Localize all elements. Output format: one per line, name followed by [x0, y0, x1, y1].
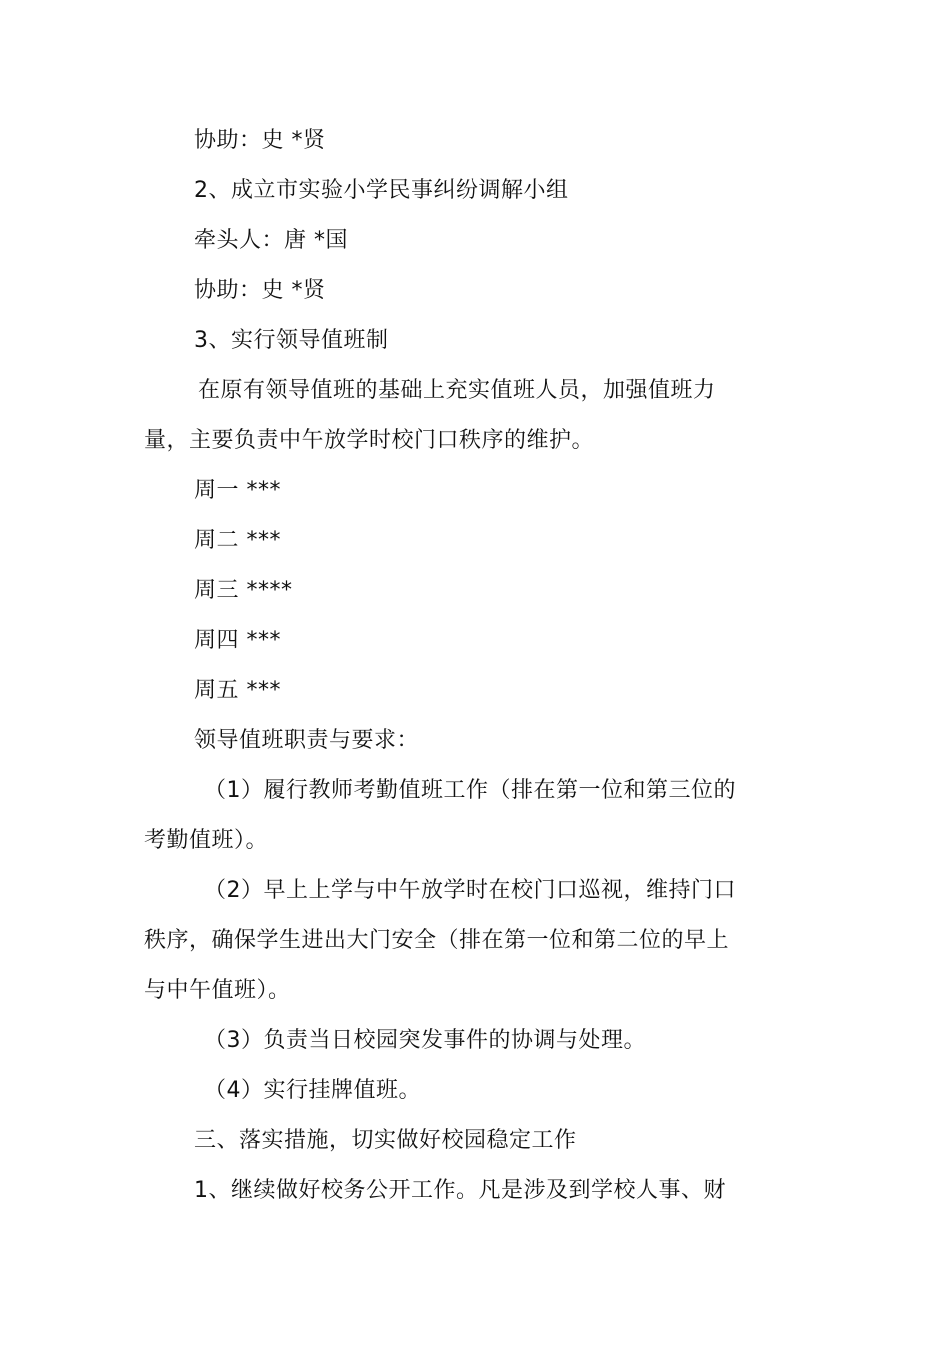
requirement-2: （2）早上上学与中午放学时在校门口巡视，维持门口: [204, 878, 736, 903]
duty-friday: 周五 ***: [194, 678, 281, 703]
requirement-1-cont: 考勤值班）。: [144, 828, 269, 853]
requirement-3: （3）负责当日校园突发事件的协调与处理。: [204, 1028, 646, 1053]
paragraph-line: 在原有领导值班的基础上充实值班人员，加强值班力: [198, 378, 716, 403]
section-heading-three: 三、落实措施，切实做好校园稳定工作: [194, 1128, 577, 1153]
assist-line-1: 协助：史 *贤: [194, 128, 326, 153]
section-heading-2: 2、成立市实验小学民事纠纷调解小组: [194, 178, 569, 203]
leader-line: 牵头人：唐 *国: [194, 228, 348, 253]
requirement-4: （4）实行挂牌值班。: [204, 1078, 421, 1103]
duty-requirements-heading: 领导值班职责与要求：: [194, 728, 420, 753]
paragraph-line: 量，主要负责中午放学时校门口秩序的维护。: [144, 428, 595, 453]
duty-tuesday: 周二 ***: [194, 528, 281, 553]
requirement-2-cont: 与中午值班）。: [144, 978, 291, 1003]
requirement-2-cont: 秩序，确保学生进出大门安全（排在第一位和第二位的早上: [144, 928, 730, 953]
duty-wednesday: 周三 ****: [194, 578, 293, 603]
assist-line-2: 协助：史 *贤: [194, 278, 326, 303]
paragraph-line: 1、继续做好校务公开工作。凡是涉及到学校人事、财: [194, 1178, 726, 1203]
duty-monday: 周一 ***: [194, 478, 281, 503]
section-heading-3: 3、实行领导值班制: [194, 328, 389, 353]
requirement-1: （1）履行教师考勤值班工作（排在第一位和第三位的: [204, 778, 736, 803]
duty-thursday: 周四 ***: [194, 628, 281, 653]
